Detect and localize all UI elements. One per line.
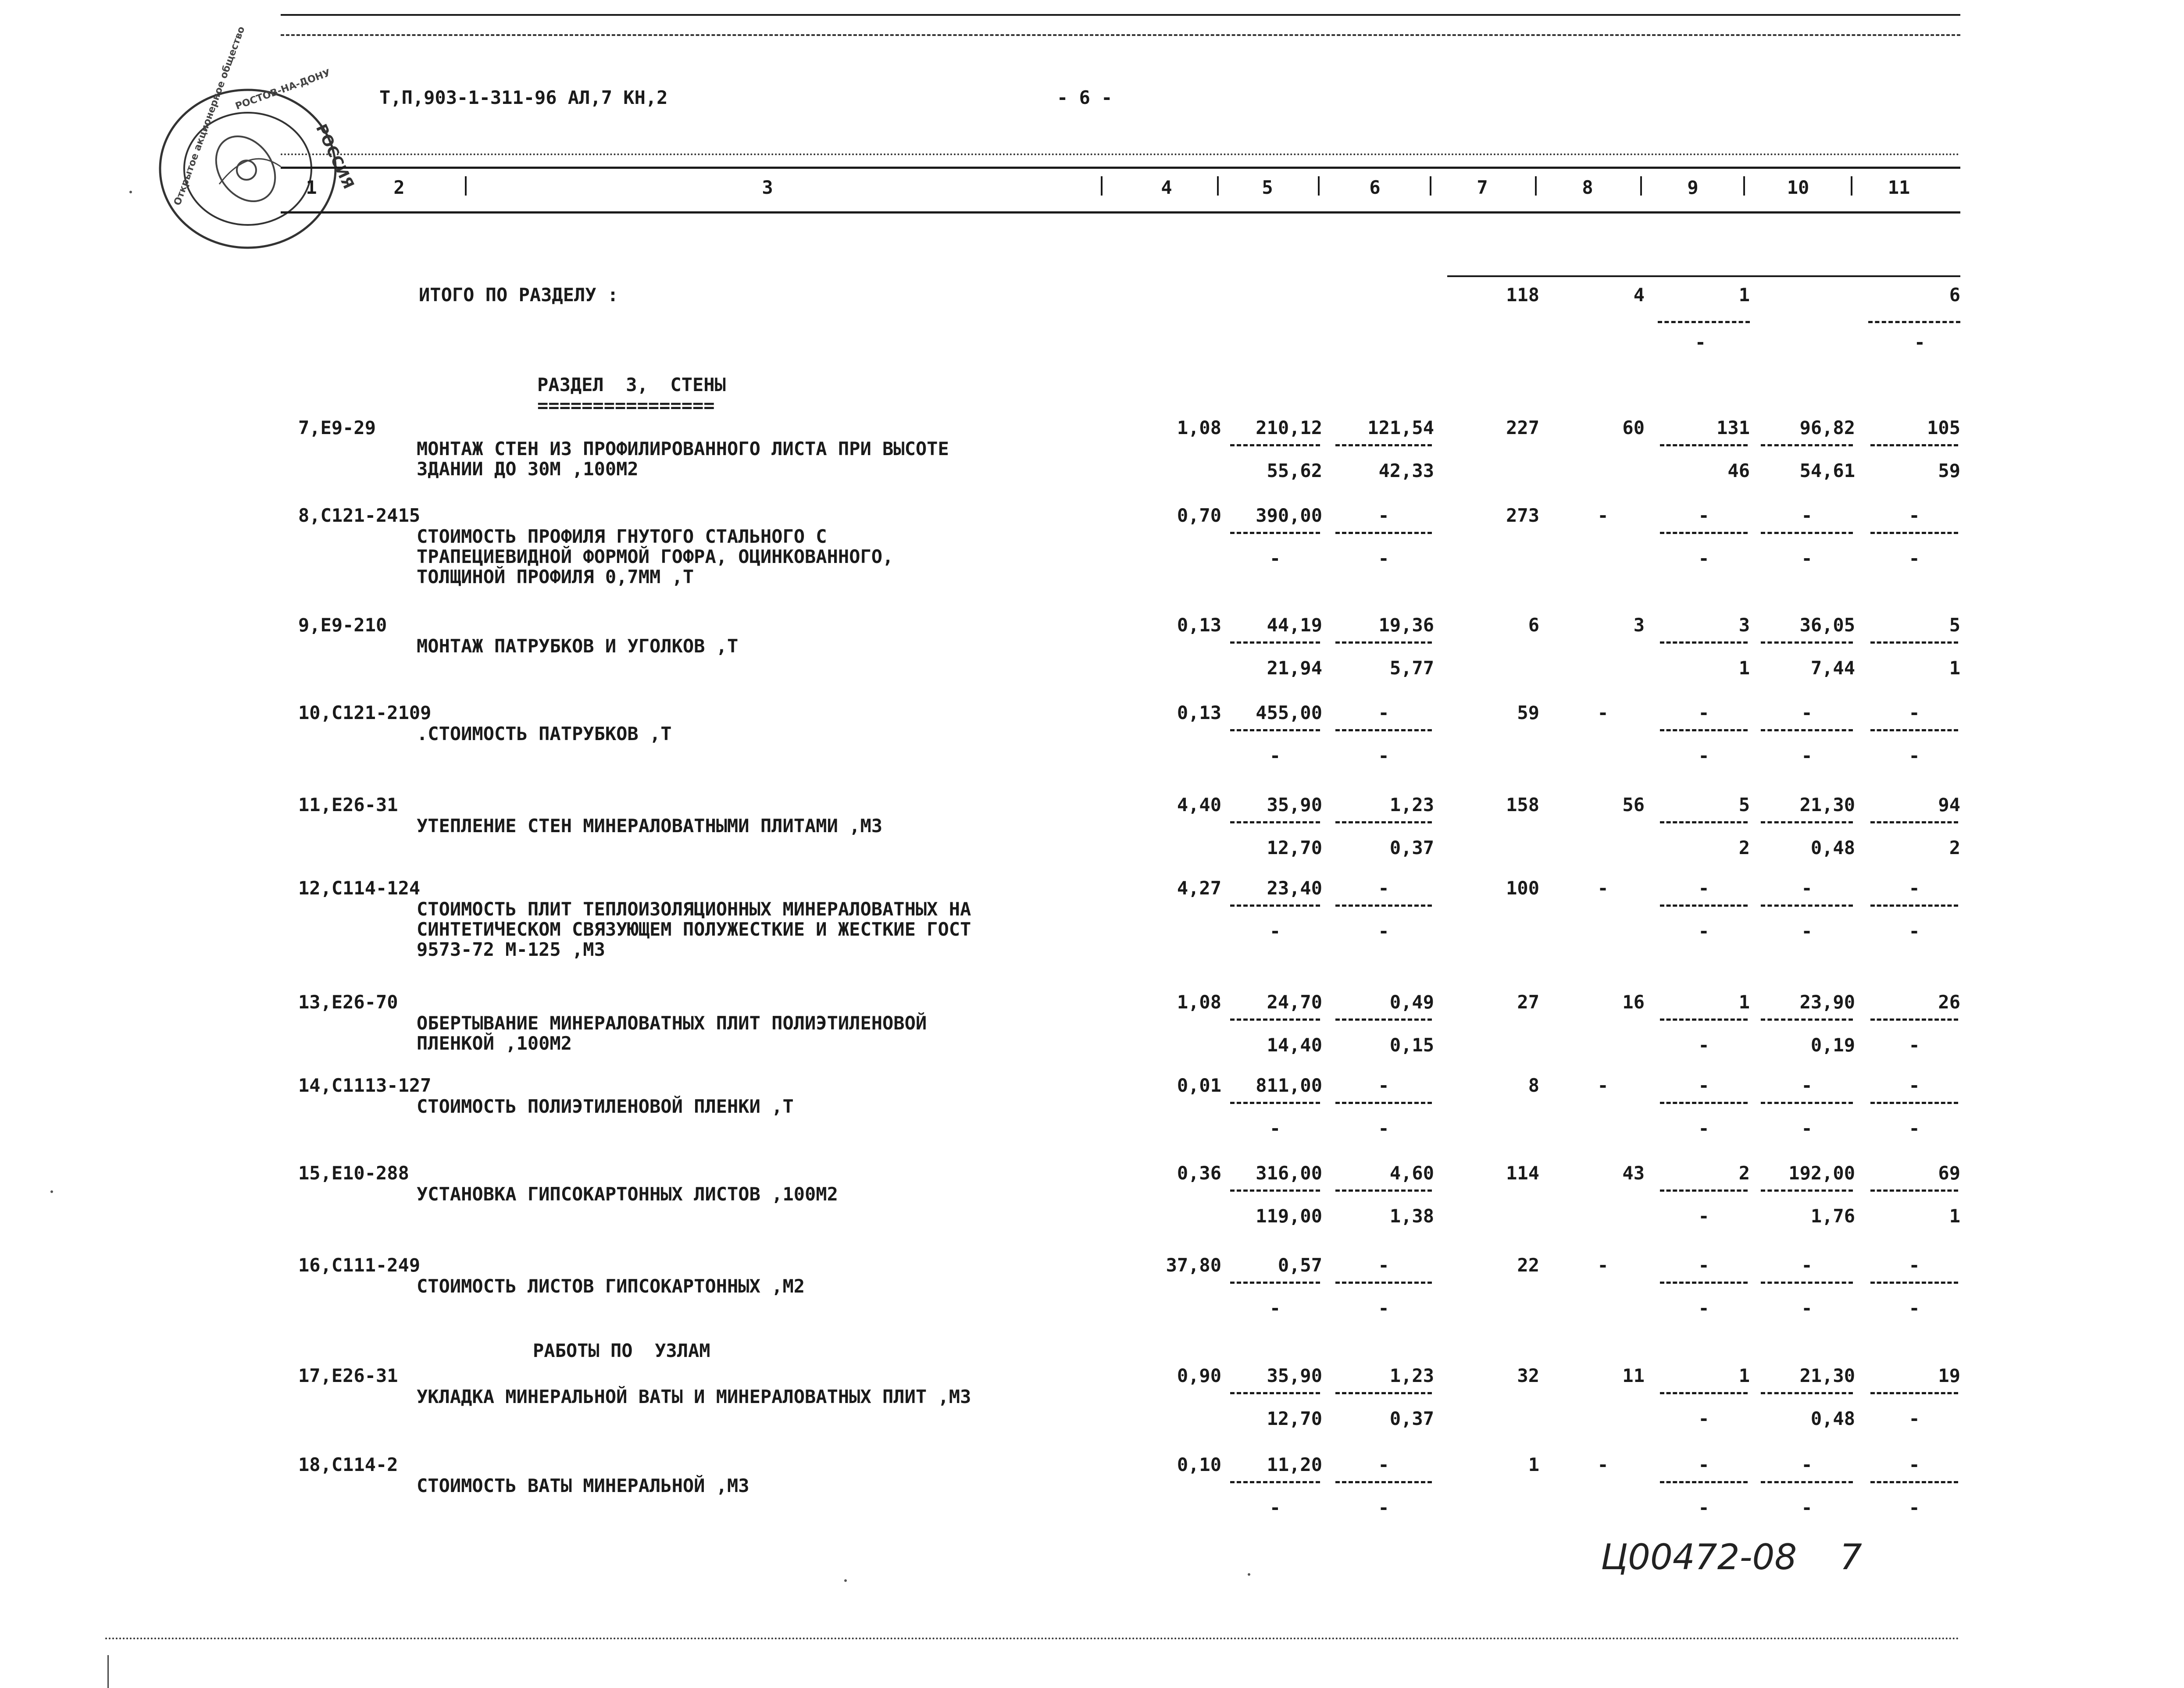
item-value-c10: - [1801, 505, 1813, 526]
item-value-c6: - [1378, 702, 1389, 723]
total-c9-bottom: - [1695, 331, 1706, 353]
item-value-c8: 11 [1622, 1365, 1645, 1386]
item-value-c5b: 55,62 [1267, 460, 1322, 481]
item-description-line: ТРАПЕЦИЕВИДНОЙ ФОРМОЙ ГОФРА, ОЦИНКОВАННОГО, [417, 546, 894, 567]
item-value-c9b: 2 [1738, 837, 1750, 858]
item-divider-c9 [1660, 821, 1748, 823]
item-value-c8: 43 [1622, 1162, 1645, 1184]
item-description-line: СТОИМОСТЬ ПЛИТ ТЕПЛОИЗОЛЯЦИОННЫХ МИНЕРАЛОВАТНЫХ НА [417, 898, 971, 920]
item-value-c9: 131 [1717, 417, 1750, 438]
item-code: 8,С121-2415 [298, 505, 421, 526]
col-sep [1101, 176, 1103, 196]
item-value-c8: - [1597, 1254, 1609, 1276]
item-value-c9: - [1698, 1075, 1709, 1096]
item-description-line: МОНТАЖ ПАТРУБКОВ И УГОЛКОВ ,Т [417, 635, 739, 657]
item-description-line: .СТОИМОСТЬ ПАТРУБКОВ ,Т [417, 723, 672, 744]
item-value-c10b: - [1801, 548, 1813, 569]
col-head-9: 9 [1687, 177, 1699, 198]
item-divider-c10 [1761, 444, 1853, 446]
item-code: 10,С121-2109 [298, 702, 432, 723]
col-sep [1430, 176, 1431, 196]
item-value-c11: 5 [1949, 614, 1960, 636]
speck [129, 191, 132, 193]
item-value-c10b: 0,48 [1810, 837, 1855, 858]
item-value-c6b: 0,37 [1389, 1408, 1434, 1429]
item-value-c8: - [1597, 877, 1609, 899]
item-value-c11b: 1 [1949, 1205, 1960, 1227]
item-value-c11: 19 [1938, 1365, 1960, 1386]
item-value-c5b: 12,70 [1267, 1408, 1322, 1429]
item-value-c11b: - [1909, 1497, 1920, 1518]
item-divider-c10 [1761, 1102, 1853, 1104]
total-c7: 118 [1506, 284, 1539, 306]
item-divider-c5 [1230, 1018, 1320, 1021]
total-c11: 6 [1949, 284, 1960, 306]
item-divider-c9 [1660, 905, 1748, 907]
item-value-c10: - [1801, 1454, 1813, 1475]
item-value-c4: 37,80 [1166, 1254, 1221, 1276]
total-line [1447, 275, 1960, 277]
col-sep [1851, 176, 1852, 196]
item-value-c8: - [1597, 505, 1609, 526]
item-value-c5b: - [1269, 1118, 1281, 1139]
section-title-underline: ================ [537, 395, 715, 416]
page-marker: - 6 - [1057, 87, 1113, 108]
stamp-right-text: РОСТОВ-НА-ДОНУ [234, 67, 332, 112]
item-value-c7: 227 [1506, 417, 1539, 438]
item-divider-c10 [1761, 821, 1853, 823]
item-code: 16,С111-249 [298, 1254, 421, 1276]
header-dashed-top [281, 153, 1960, 155]
item-value-c9b: - [1698, 1497, 1709, 1518]
item-value-c6: - [1378, 877, 1389, 899]
item-divider-c6 [1335, 1018, 1432, 1021]
item-value-c9b: - [1698, 1118, 1709, 1139]
item-divider-c10 [1761, 1481, 1853, 1483]
item-value-c6: - [1378, 1454, 1389, 1475]
col-head-3: 3 [762, 177, 773, 198]
item-divider-c6 [1335, 641, 1432, 644]
item-value-c8: 3 [1633, 614, 1645, 636]
item-value-c10: 21,30 [1799, 1365, 1855, 1386]
item-divider-c11 [1870, 729, 1958, 731]
item-divider-c11 [1870, 1481, 1958, 1483]
item-value-c6: 1,23 [1389, 794, 1434, 816]
item-divider-c5 [1230, 532, 1320, 534]
item-value-c11: - [1909, 1254, 1920, 1276]
item-divider-c6 [1335, 444, 1432, 446]
item-value-c10: 21,30 [1799, 794, 1855, 816]
item-description-line: ТОЛЩИНОЙ ПРОФИЛЯ 0,7ММ ,Т [417, 566, 694, 588]
item-value-c10b: - [1801, 745, 1813, 766]
item-divider-c5 [1230, 1481, 1320, 1483]
item-description-line: УСТАНОВКА ГИПСОКАРТОННЫХ ЛИСТОВ ,100М2 [417, 1183, 838, 1205]
item-value-c10b: - [1801, 1497, 1813, 1518]
col-head-10: 10 [1787, 177, 1809, 198]
item-value-c9: 1 [1738, 991, 1750, 1013]
item-value-c5: 455,00 [1256, 702, 1322, 723]
handwritten-page: 7 [1840, 1537, 1862, 1578]
item-value-c11b: - [1909, 920, 1920, 942]
item-divider-c6 [1335, 821, 1432, 823]
item-value-c6: - [1378, 1075, 1389, 1096]
item-value-c11: - [1909, 1454, 1920, 1475]
item-value-c6b: - [1378, 1497, 1389, 1518]
item-value-c9: - [1698, 505, 1709, 526]
item-divider-c10 [1761, 1392, 1853, 1394]
item-value-c9b: - [1698, 1205, 1709, 1227]
item-value-c7: 8 [1528, 1075, 1539, 1096]
total-underline-c11 [1868, 321, 1960, 323]
item-value-c10b: 1,76 [1810, 1205, 1855, 1227]
item-value-c10: 36,05 [1799, 614, 1855, 636]
section-title: РАЗДЕЛ 3, СТЕНЫ [537, 374, 726, 395]
item-value-c6: - [1378, 1254, 1389, 1276]
item-value-c7: 32 [1517, 1365, 1539, 1386]
item-value-c11b: - [1909, 548, 1920, 569]
item-value-c9b: - [1698, 1034, 1709, 1056]
item-value-c6: 4,60 [1389, 1162, 1434, 1184]
item-value-c10: 96,82 [1799, 417, 1855, 438]
item-divider-c10 [1761, 641, 1853, 644]
item-divider-c11 [1870, 905, 1958, 907]
item-value-c10b: - [1801, 920, 1813, 942]
col-sep [1743, 176, 1745, 196]
item-divider-c5 [1230, 1102, 1320, 1104]
item-value-c5b: - [1269, 920, 1281, 942]
item-value-c7: 6 [1528, 614, 1539, 636]
item-value-c7: 22 [1517, 1254, 1539, 1276]
item-divider-c5 [1230, 905, 1320, 907]
item-divider-c5 [1230, 444, 1320, 446]
item-value-c10b: 0,48 [1810, 1408, 1855, 1429]
col-head-1: 1 [306, 177, 317, 198]
item-value-c11b: - [1909, 745, 1920, 766]
item-value-c6: - [1378, 505, 1389, 526]
item-value-c5: 811,00 [1256, 1075, 1322, 1096]
item-divider-c5 [1230, 1282, 1320, 1284]
item-divider-c11 [1870, 1102, 1958, 1104]
stamp-top-text: РОССИЯ [312, 121, 358, 192]
total-c8: 4 [1633, 284, 1645, 306]
item-divider-c9 [1660, 1282, 1748, 1284]
item-description-line: ЗДАНИИ ДО 30М ,100М2 [417, 458, 639, 480]
item-divider-c11 [1870, 1018, 1958, 1021]
item-divider-c5 [1230, 729, 1320, 731]
item-value-c4: 4,27 [1177, 877, 1221, 899]
col-head-4: 4 [1161, 177, 1172, 198]
item-divider-c10 [1761, 905, 1853, 907]
item-value-c4: 1,08 [1177, 991, 1221, 1013]
item-value-c10: 192,00 [1788, 1162, 1855, 1184]
item-description-line: СТОИМОСТЬ ЛИСТОВ ГИПСОКАРТОННЫХ ,М2 [417, 1275, 805, 1297]
item-value-c8: - [1597, 702, 1609, 723]
item-value-c5b: 119,00 [1256, 1205, 1322, 1227]
col-head-8: 8 [1582, 177, 1593, 198]
item-value-c9: - [1698, 877, 1709, 899]
item-value-c11: - [1909, 702, 1920, 723]
item-divider-c6 [1335, 1481, 1432, 1483]
margin-mark [107, 1655, 109, 1688]
item-divider-c9 [1660, 1189, 1748, 1192]
item-divider-c10 [1761, 729, 1853, 731]
item-value-c9b: - [1698, 920, 1709, 942]
item-value-c6b: 0,37 [1389, 837, 1434, 858]
speck [1248, 1573, 1250, 1576]
item-value-c4: 0,70 [1177, 505, 1221, 526]
item-divider-c10 [1761, 1189, 1853, 1192]
item-value-c6b: - [1378, 548, 1389, 569]
item-value-c6b: - [1378, 745, 1389, 766]
doc-code: Т,П,903-1-311-96 АЛ,7 КН,2 [379, 87, 668, 108]
item-divider-c11 [1870, 1392, 1958, 1394]
item-value-c6b: - [1378, 920, 1389, 942]
item-value-c7: 27 [1517, 991, 1539, 1013]
item-code: 7,Е9-29 [298, 417, 376, 438]
item-value-c5b: 21,94 [1267, 657, 1322, 679]
top-border-line [281, 14, 1960, 16]
item-value-c10: - [1801, 1254, 1813, 1276]
item-value-c5: 24,70 [1267, 991, 1322, 1013]
item-value-c11b: - [1909, 1297, 1920, 1319]
item-value-c8: 56 [1622, 794, 1645, 816]
item-value-c6: 0,49 [1389, 991, 1434, 1013]
item-value-c10: 23,90 [1799, 991, 1855, 1013]
item-value-c8: - [1597, 1454, 1609, 1475]
item-divider-c11 [1870, 532, 1958, 534]
item-divider-c11 [1870, 641, 1958, 644]
item-divider-c6 [1335, 1282, 1432, 1284]
item-value-c4: 4,40 [1177, 794, 1221, 816]
item-value-c11: 94 [1938, 794, 1960, 816]
item-divider-c6 [1335, 1102, 1432, 1104]
item-value-c4: 0,36 [1177, 1162, 1221, 1184]
col-head-2: 2 [393, 177, 405, 198]
item-value-c8: - [1597, 1075, 1609, 1096]
item-divider-c5 [1230, 821, 1320, 823]
top-border-dashed [281, 34, 1960, 36]
subsection-title: РАБОТЫ ПО УЗЛАМ [533, 1340, 710, 1361]
col-head-7: 7 [1477, 177, 1488, 198]
total-label: ИТОГО ПО РАЗДЕЛУ : [419, 284, 619, 306]
col-head-6: 6 [1369, 177, 1381, 198]
item-value-c9b: - [1698, 1297, 1709, 1319]
item-value-c10: - [1801, 702, 1813, 723]
col-head-5: 5 [1262, 177, 1273, 198]
item-value-c9b: - [1698, 1408, 1709, 1429]
item-value-c9: - [1698, 702, 1709, 723]
item-description-line: СИНТЕТИЧЕСКОМ СВЯЗУЮЩЕМ ПОЛУЖЕСТКИЕ И ЖЕСТКИЕ ГОСТ [417, 919, 971, 940]
item-value-c11: 105 [1927, 417, 1960, 438]
item-value-c11: 69 [1938, 1162, 1960, 1184]
col-head-11: 11 [1888, 177, 1910, 198]
item-value-c4: 0,13 [1177, 702, 1221, 723]
item-value-c4: 0,10 [1177, 1454, 1221, 1475]
item-value-c11: - [1909, 505, 1920, 526]
item-value-c9: - [1698, 1454, 1709, 1475]
item-value-c10: - [1801, 1075, 1813, 1096]
item-divider-c6 [1335, 729, 1432, 731]
item-code: 9,Е9-210 [298, 614, 387, 636]
item-code: 11,Е26-31 [298, 794, 398, 816]
speck [50, 1190, 53, 1193]
item-value-c6b: 42,33 [1378, 460, 1434, 481]
item-divider-c9 [1660, 1018, 1748, 1021]
item-description-line: ПЛЕНКОЙ ,100М2 [417, 1033, 572, 1054]
item-value-c5: 390,00 [1256, 505, 1322, 526]
item-divider-c9 [1660, 729, 1748, 731]
speck [844, 1579, 847, 1582]
item-description-line: СТОИМОСТЬ ВАТЫ МИНЕРАЛЬНОЙ ,М3 [417, 1475, 749, 1496]
item-value-c11b: 1 [1949, 657, 1960, 679]
item-value-c11b: - [1909, 1034, 1920, 1056]
item-value-c5b: - [1269, 745, 1281, 766]
item-value-c10b: - [1801, 1297, 1813, 1319]
item-value-c6: 1,23 [1389, 1365, 1434, 1386]
item-value-c9b: 46 [1727, 460, 1750, 481]
stamp-left-text: Открытое акционерное общество [172, 25, 247, 207]
item-value-c11b: 59 [1938, 460, 1960, 481]
item-value-c7: 1 [1528, 1454, 1539, 1475]
item-value-c11: - [1909, 1075, 1920, 1096]
item-divider-c11 [1870, 1282, 1958, 1284]
item-value-c9b: - [1698, 548, 1709, 569]
item-description-line: 9573-72 М-125 ,М3 [417, 939, 605, 960]
item-value-c9: - [1698, 1254, 1709, 1276]
item-description-line: ОБЕРТЫВАНИЕ МИНЕРАЛОВАТНЫХ ПЛИТ ПОЛИЭТИЛЕНОВОЙ [417, 1012, 927, 1034]
header-line-top [281, 167, 1960, 169]
item-divider-c11 [1870, 1189, 1958, 1192]
item-code: 17,Е26-31 [298, 1365, 398, 1386]
col-sep [1318, 176, 1320, 196]
item-divider-c9 [1660, 641, 1748, 644]
item-code: 18,С114-2 [298, 1454, 398, 1475]
item-value-c4: 1,08 [1177, 417, 1221, 438]
item-code: 14,С1113-127 [298, 1075, 432, 1096]
item-value-c10b: - [1801, 1118, 1813, 1139]
item-value-c4: 0,01 [1177, 1075, 1221, 1096]
item-value-c5b: - [1269, 548, 1281, 569]
item-value-c11b: 2 [1949, 837, 1960, 858]
col-sep [1640, 176, 1642, 196]
header-line-bottom [281, 211, 1960, 214]
item-value-c4: 0,90 [1177, 1365, 1221, 1386]
item-divider-c9 [1660, 444, 1748, 446]
item-code: 15,Е10-288 [298, 1162, 409, 1184]
item-value-c5: 0,57 [1278, 1254, 1322, 1276]
item-value-c5b: - [1269, 1497, 1281, 1518]
item-divider-c9 [1660, 1481, 1748, 1483]
col-sep [1217, 176, 1219, 196]
bottom-dashed-line [105, 1638, 1960, 1639]
item-divider-c6 [1335, 1189, 1432, 1192]
item-divider-c10 [1761, 1282, 1853, 1284]
item-value-c5: 210,12 [1256, 417, 1322, 438]
item-value-c6b: 1,38 [1389, 1205, 1434, 1227]
col-sep [465, 176, 467, 196]
item-value-c9b: - [1698, 745, 1709, 766]
item-value-c9: 5 [1738, 794, 1750, 816]
item-value-c6b: 0,15 [1389, 1034, 1434, 1056]
col-sep [1535, 176, 1537, 196]
item-value-c10b: 0,19 [1810, 1034, 1855, 1056]
item-code: 13,Е26-70 [298, 991, 398, 1013]
item-description-line: УТЕПЛЕНИЕ СТЕН МИНЕРАЛОВАТНЫМИ ПЛИТАМИ ,М3 [417, 815, 883, 837]
total-c11-bottom: - [1914, 331, 1925, 353]
item-value-c5b: 12,70 [1267, 837, 1322, 858]
item-value-c10: - [1801, 877, 1813, 899]
item-divider-c5 [1230, 1189, 1320, 1192]
item-value-c10b: 7,44 [1810, 657, 1855, 679]
item-description-line: МОНТАЖ СТЕН ИЗ ПРОФИЛИРОВАННОГО ЛИСТА ПРИ ВЫСОТЕ [417, 438, 949, 459]
handwritten-code: Ц00472-08 [1601, 1537, 1797, 1578]
item-value-c8: 16 [1622, 991, 1645, 1013]
item-value-c5b: 14,40 [1267, 1034, 1322, 1056]
item-value-c10b: 54,61 [1799, 460, 1855, 481]
item-value-c5: 35,90 [1267, 1365, 1322, 1386]
item-description-line: СТОИМОСТЬ ПОЛИЭТИЛЕНОВОЙ ПЛЕНКИ ,Т [417, 1096, 794, 1117]
item-value-c7: 100 [1506, 877, 1539, 899]
item-value-c6b: - [1378, 1118, 1389, 1139]
item-value-c9: 3 [1738, 614, 1750, 636]
item-value-c6b: - [1378, 1297, 1389, 1319]
item-description-line: СТОИМОСТЬ ПРОФИЛЯ ГНУТОГО СТАЛЬНОГО С [417, 526, 827, 547]
item-divider-c11 [1870, 444, 1958, 446]
item-value-c9b: 1 [1738, 657, 1750, 679]
item-value-c5: 316,00 [1256, 1162, 1322, 1184]
item-value-c5: 11,20 [1267, 1454, 1322, 1475]
item-value-c7: 59 [1517, 702, 1539, 723]
item-divider-c9 [1660, 532, 1748, 534]
item-value-c6: 121,54 [1367, 417, 1434, 438]
item-value-c9: 2 [1738, 1162, 1750, 1184]
item-divider-c9 [1660, 1102, 1748, 1104]
item-value-c11: - [1909, 877, 1920, 899]
item-divider-c6 [1335, 905, 1432, 907]
item-divider-c10 [1761, 532, 1853, 534]
item-divider-c11 [1870, 821, 1958, 823]
item-value-c6b: 5,77 [1389, 657, 1434, 679]
item-value-c11b: - [1909, 1118, 1920, 1139]
item-value-c4: 0,13 [1177, 614, 1221, 636]
item-divider-c5 [1230, 1392, 1320, 1394]
item-value-c7: 158 [1506, 794, 1539, 816]
item-value-c6: 19,36 [1378, 614, 1434, 636]
item-divider-c6 [1335, 532, 1432, 534]
item-code: 12,С114-124 [298, 877, 421, 899]
total-underline-c9 [1658, 321, 1750, 323]
item-value-c5: 35,90 [1267, 794, 1322, 816]
item-value-c5: 44,19 [1267, 614, 1322, 636]
item-divider-c5 [1230, 641, 1320, 644]
item-value-c11b: - [1909, 1408, 1920, 1429]
item-divider-c10 [1761, 1018, 1853, 1021]
item-divider-c9 [1660, 1392, 1748, 1394]
item-value-c9: 1 [1738, 1365, 1750, 1386]
item-value-c7: 114 [1506, 1162, 1539, 1184]
item-value-c8: 60 [1622, 417, 1645, 438]
item-value-c11: 26 [1938, 991, 1960, 1013]
item-description-line: УКЛАДКА МИНЕРАЛЬНОЙ ВАТЫ И МИНЕРАЛОВАТНЫХ ПЛИТ ,М3 [417, 1386, 971, 1407]
total-c9: 1 [1738, 284, 1750, 306]
item-value-c7: 273 [1506, 505, 1539, 526]
item-value-c5b: - [1269, 1297, 1281, 1319]
item-divider-c6 [1335, 1392, 1432, 1394]
item-value-c5: 23,40 [1267, 877, 1322, 899]
